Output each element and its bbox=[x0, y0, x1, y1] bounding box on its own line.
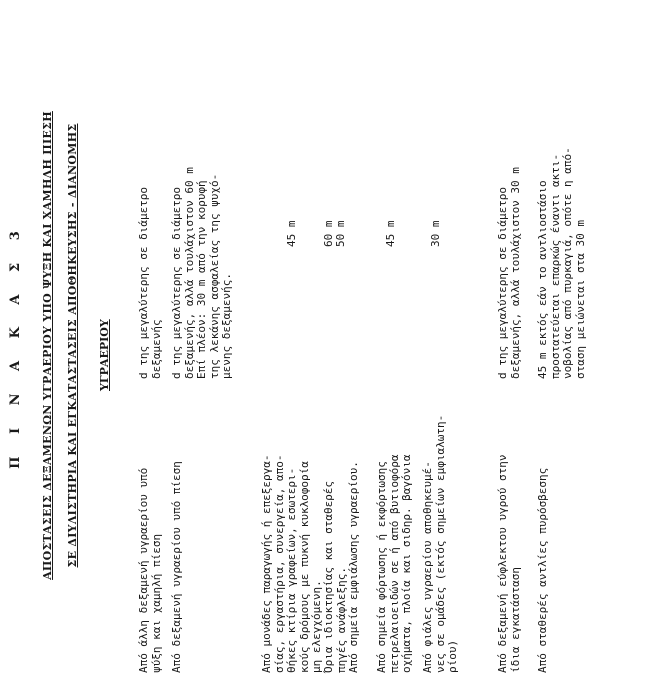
row-7-left-line: Από φιάλες υγραερίου αποθηκευμέ- bbox=[421, 461, 434, 673]
row-9-right bbox=[537, 147, 587, 379]
row-9-left bbox=[537, 468, 550, 673]
row-2-left-line: Από δεξαμενή υγραερίου υπό πίεση bbox=[170, 461, 183, 673]
row-6-left-line: Από σημεία φόρτωσης ή εκφόρτωσης bbox=[375, 461, 388, 673]
row-2-left bbox=[171, 461, 184, 673]
row-1-right-line: δεξαμενής bbox=[149, 319, 163, 379]
row-4-left-line: Όρια ιδιοκτησίας και σταθερές bbox=[322, 480, 335, 673]
row-5-right: 50 m bbox=[334, 220, 347, 247]
row-3-right: 45 m bbox=[285, 220, 298, 247]
row-9-right-line: προστατεύεται επαρκώς έναντι ακτι- bbox=[548, 153, 562, 379]
page-title: Π Ι Ν Α Κ Α Σ 3 bbox=[8, 222, 23, 469]
row-6-left bbox=[376, 454, 414, 673]
table-subheading-line2: ΥΓΡΑΕΡΙΟΥ bbox=[98, 319, 111, 391]
row-3-left bbox=[261, 454, 324, 673]
row-2-right-line: Επί πλέον: 30 m από την κορυφή bbox=[195, 180, 208, 379]
row-2-right bbox=[171, 167, 234, 379]
row-1-right-line: d της μεγαλύτερης σε διάμετρο bbox=[137, 186, 150, 379]
row-3-left-line: θήκες κτίρια γραφείων, εσωτερι- bbox=[285, 467, 298, 673]
row-8-left-line: ίδια εγκατάσταση bbox=[508, 567, 522, 673]
row-3-left-line: Από μονάδες παραγωγής ή επεξεργα- bbox=[260, 454, 273, 673]
row-3-left-line: μη ελεγχόμενη. bbox=[310, 580, 323, 673]
row-6-left-line: πετρελαιοειδών σε ή από βυτιοφόρα bbox=[387, 454, 401, 673]
row-5-left bbox=[348, 461, 361, 673]
row-4-right: 60 m bbox=[322, 220, 335, 247]
row-4-left bbox=[323, 481, 348, 673]
row-8-right-line: δεξαμενής, αλλά τουλάχιστον 30 m bbox=[508, 167, 522, 379]
row-6-left-line: οχήματα, πλοία και σιδηρ. βαγόνια bbox=[400, 454, 413, 673]
row-6-right: 45 m bbox=[384, 220, 397, 247]
row-1-left-line: Από άλλη δεξαμενή υγραερίου υπό bbox=[137, 467, 150, 673]
row-8-left bbox=[497, 454, 522, 673]
table-subheading: ΣΕ ΔΙΥΛΙΣΤΗΡΙΑ ΚΑΙ ΕΓΚΑΤΑΣΤΑΣΕΙΣ ΑΠΟΘΗΚΕΥΣΗΣ - ΔΙΑΝΟΜΗΣ bbox=[66, 123, 79, 568]
row-9-right-line: 45 m εκτός εάν το αντλιοστάσιο bbox=[536, 180, 549, 379]
row-1-right bbox=[138, 187, 163, 379]
row-9-right-line: σταση μειώνεται στα 30 m bbox=[573, 220, 587, 379]
row-1-left-line: ψύξη και χαμηλή πίεση bbox=[149, 533, 163, 673]
row-8-right bbox=[497, 167, 522, 379]
table-heading: ΑΠΟΣΤΑΣΕΙΣ ΔΕΞΑΜΕΝΩΝ ΥΓΡΑΕΡΙΟΥ ΥΠΟ ΨΥΞΗ ΚΑΙ ΧΑΜΗΛΗ ΠΙΕΣΗ bbox=[41, 111, 54, 580]
row-1-left bbox=[138, 468, 163, 673]
row-5-left-line: Από σημεία εμφιάλωσης υγραερίου. bbox=[347, 461, 360, 673]
row-7-left bbox=[422, 415, 460, 673]
row-2-right-line: μενης δεξαμενής. bbox=[220, 273, 233, 379]
row-4-left-line: πηγές ανάφλεξης. bbox=[334, 567, 348, 673]
row-7-right: 30 m bbox=[429, 220, 442, 247]
row-2-right-line: της λεκάνης ασφαλείας της ψυχό- bbox=[207, 173, 221, 379]
row-8-left-line: Από δεξαμενή εύφλεκτου υγρού στην bbox=[496, 454, 509, 673]
row-3-left-line: σίας, εργαστήρια, συνεργεία, απο- bbox=[272, 454, 286, 673]
row-9-right-line: νοβολίας από πυρκαγιά, οπότε η από- bbox=[561, 147, 574, 379]
row-3-left-line: κούς δρόμους με πυκνή κυκλοφορία bbox=[297, 461, 311, 673]
row-8-right-line: d της μεγαλύτερης σε διάμετρο bbox=[496, 186, 509, 379]
row-2-right-line: δεξαμενής, αλλά τουλάχιστον 60 m bbox=[182, 167, 196, 379]
row-7-left-line: ρίου) bbox=[446, 639, 459, 673]
row-2-right-line: d της μεγαλύτερης σε διάμετρο bbox=[170, 186, 183, 379]
row-9-left-line: Από σταθερές αντλίες πυρόσβεσης bbox=[536, 467, 549, 673]
row-7-left-line: νες σε ομάδες (εκτός σημείων εμφιαλωτη- bbox=[433, 414, 447, 673]
